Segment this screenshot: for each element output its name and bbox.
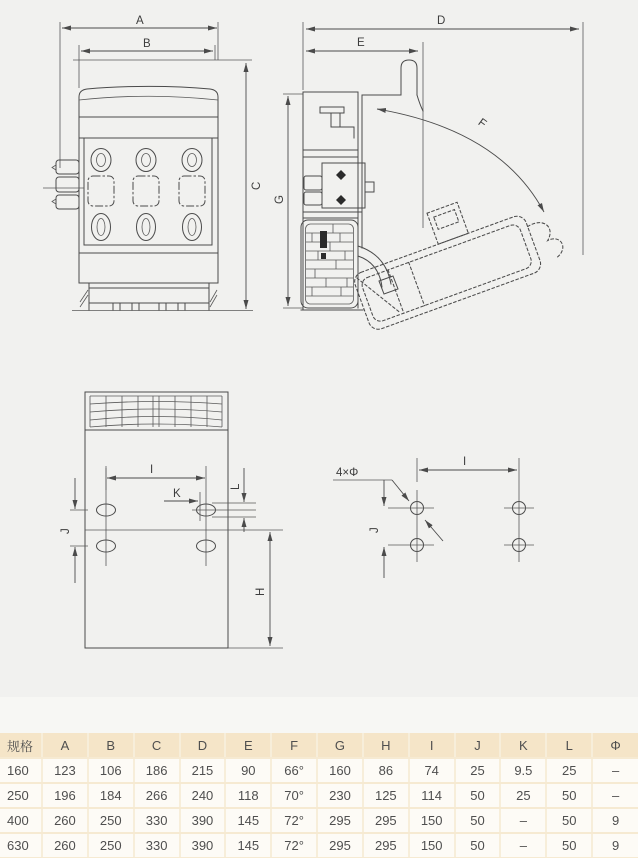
dim-label-a: A [136,15,144,27]
dimension-value: 250 [88,808,134,833]
dimension-value: 240 [180,783,226,808]
fuse-windows [88,149,205,241]
dimension-value: 106 [88,758,134,783]
front-view [43,15,263,311]
dimension-value: 295 [317,808,363,833]
col-header-I: I [409,733,455,758]
dim-label-b: B [143,38,151,50]
dim-label-h: H [255,587,267,596]
dim-label-d: D [437,15,446,27]
dimension-value: 72° [271,833,317,858]
dimension-value: 114 [409,783,455,808]
col-header-K: K [500,733,546,758]
col-header-A: A [42,733,88,758]
col-header-J: J [455,733,501,758]
col-header-Φ: Φ [592,733,638,758]
dimension-value: 72° [271,808,317,833]
dim-label-e: E [357,37,365,49]
dimension-value: 9 [592,833,638,858]
dim-label-i2: I [463,456,467,468]
dimension-value: 9 [592,808,638,833]
dimension-value: 25 [500,783,546,808]
dimension-value: 215 [180,758,226,783]
dimension-value: 260 [42,833,88,858]
table-body [0,758,638,858]
row-spec-value: 160 [0,758,42,783]
col-header-C: C [134,733,180,758]
dimension-value: 160 [317,758,363,783]
terminal-tabs [43,160,84,209]
dimensions-table-section [0,733,638,858]
dimension-value: 74 [409,758,455,783]
table-header-row [0,733,638,758]
side-view [274,15,583,332]
dimension-value: 250 [88,833,134,858]
table-row [0,833,638,858]
dimension-value: – [500,833,546,858]
dimension-value: 295 [363,808,409,833]
dimension-value: 66° [271,758,317,783]
dim-label-i: I [150,464,154,476]
dimension-value: 50 [455,833,501,858]
open-carrier-outline [341,173,569,332]
dimension-value: 295 [317,833,363,858]
row-spec-value: 400 [0,808,42,833]
dimension-value: 184 [88,783,134,808]
rear-view [60,392,283,648]
dimension-value: 390 [180,808,226,833]
dimension-value: 118 [225,783,271,808]
dimension-value: 186 [134,758,180,783]
dimensions-table [0,733,638,858]
hole-count-label: 4×Φ [336,467,359,479]
dimension-value: 266 [134,783,180,808]
dimension-value: 145 [225,833,271,858]
row-spec-value: 630 [0,833,42,858]
dimension-value: 145 [225,808,271,833]
table-row [0,758,638,783]
dimension-value: 50 [546,808,592,833]
col-header-E: E [225,733,271,758]
dimension-value: 9.5 [500,758,546,783]
dim-label-l: L [230,483,242,490]
mounting-hole-pattern [333,456,534,578]
col-header-G: G [317,733,363,758]
dimension-value: 86 [363,758,409,783]
dimension-value: 125 [363,783,409,808]
dimension-value: 150 [409,833,455,858]
table-row [0,783,638,808]
dim-label-k: K [173,488,181,500]
dimension-value: 123 [42,758,88,783]
fuse-body [301,220,358,308]
col-header-spec: 规格 [0,733,42,758]
table-row [0,808,638,833]
dimension-value: 260 [42,808,88,833]
dim-label-c: C [251,181,263,190]
dimension-value: 330 [134,808,180,833]
dimension-value: 230 [317,783,363,808]
col-header-F: F [271,733,317,758]
dimension-value: 25 [546,758,592,783]
dimension-value: 295 [363,833,409,858]
dimension-value: 390 [180,833,226,858]
dim-label-g: G [274,195,286,204]
dimension-value: 196 [42,783,88,808]
col-header-L: L [546,733,592,758]
dim-label-j2: J [369,527,381,533]
dimension-value: – [500,808,546,833]
dim-label-f: F [475,116,489,131]
dimension-value: 330 [134,833,180,858]
dimension-value: 50 [455,783,501,808]
dimension-value: 25 [455,758,501,783]
dimension-value: – [592,783,638,808]
row-spec-value: 250 [0,783,42,808]
dimension-value: – [592,758,638,783]
dimension-value: 90 [225,758,271,783]
col-header-H: H [363,733,409,758]
dimension-value: 50 [546,833,592,858]
dimension-value: 50 [455,808,501,833]
dimension-value: 150 [409,808,455,833]
col-header-B: B [88,733,134,758]
col-header-D: D [180,733,226,758]
dimension-value: 50 [546,783,592,808]
dim-label-j: J [60,528,72,534]
dimension-value: 70° [271,783,317,808]
